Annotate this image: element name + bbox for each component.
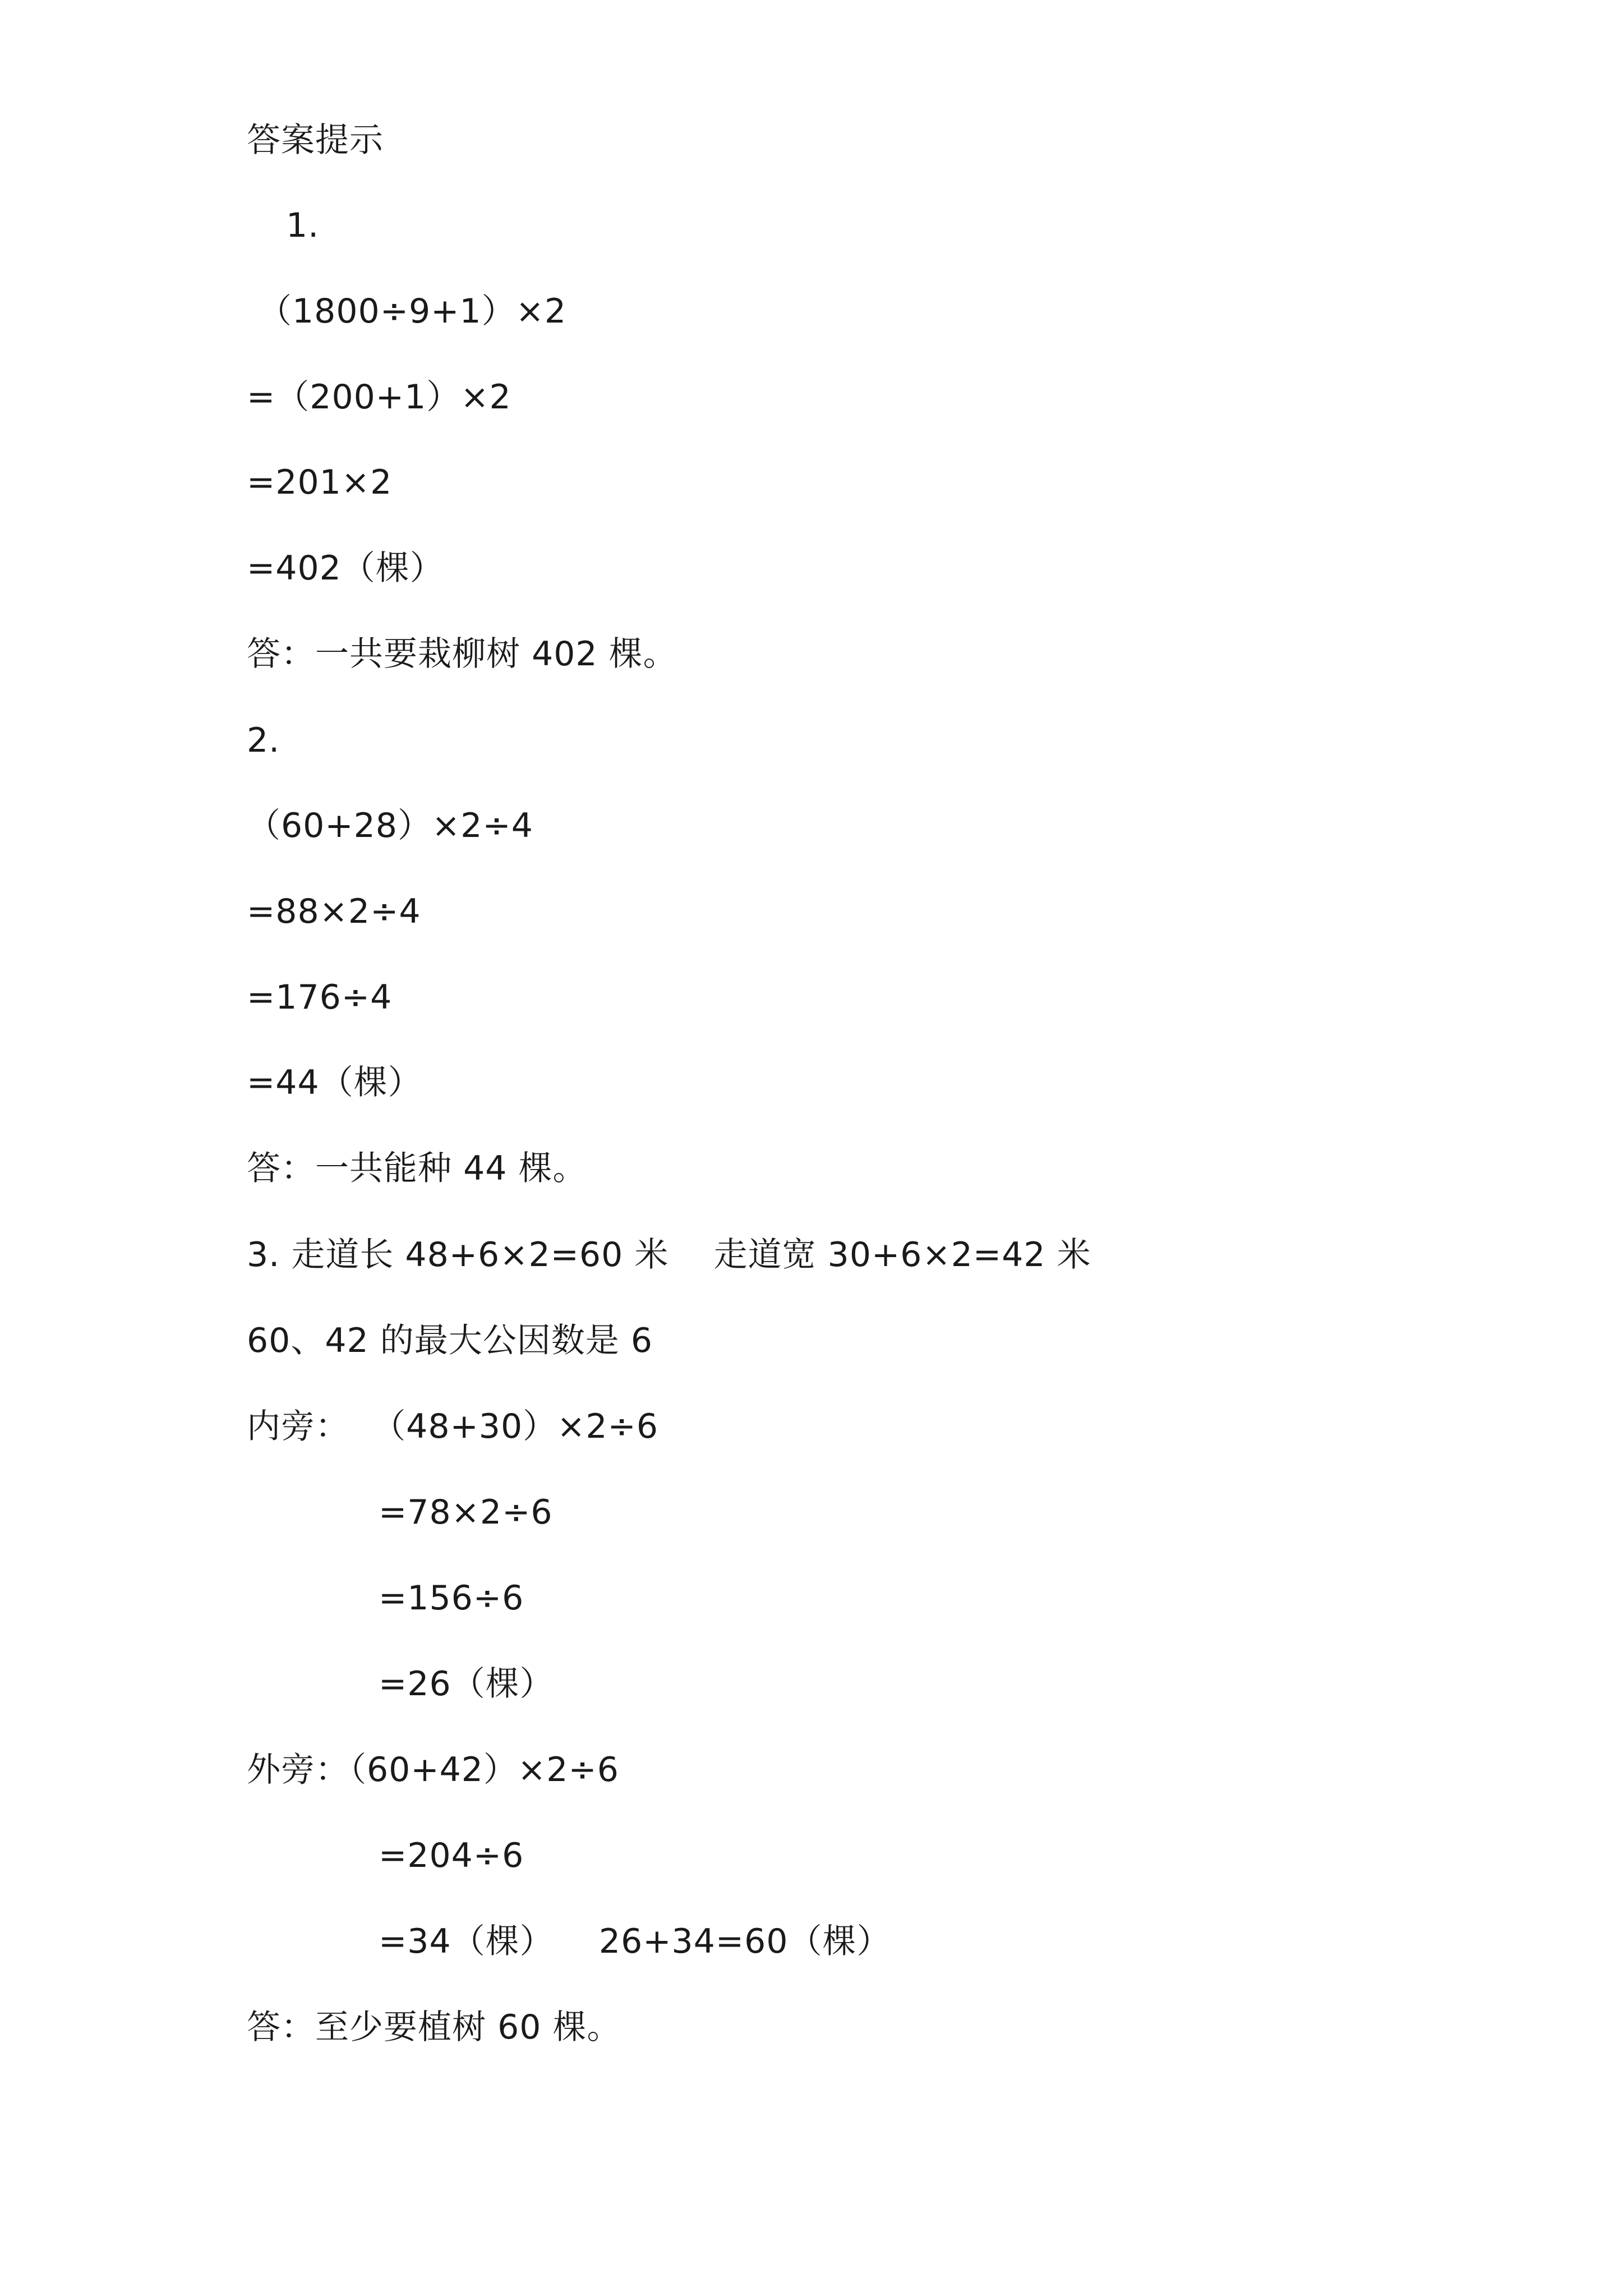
q3-outer-step-2: =204÷6 <box>379 1836 524 1875</box>
q1-step-2: =（200+1）×2 <box>247 378 511 417</box>
q3-answer: 答：至少要植树 60 棵。 <box>247 2008 621 2047</box>
q2-number: 2. <box>247 721 280 760</box>
q3-outer-step-1: 外旁：（60+42）×2÷6 <box>247 1750 619 1789</box>
q3-gcd: 60、42 的最大公因数是 6 <box>247 1321 653 1360</box>
q3-inner-step-3: =156÷6 <box>379 1579 524 1618</box>
q3-outer-step-3: =34（棵） 26+34=60（棵） <box>379 1922 891 1961</box>
q1-answer: 答：一共要栽柳树 402 棵。 <box>247 634 677 674</box>
q3-intro: 3. 走道长 48+6×2=60 米 走道宽 30+6×2=42 米 <box>247 1235 1091 1274</box>
q3-inner-step-4: =26（棵） <box>379 1664 554 1704</box>
q2-step-3: =176÷4 <box>247 978 393 1017</box>
q1-step-3: =201×2 <box>247 463 393 502</box>
q2-step-1: （60+28）×2÷4 <box>247 806 533 845</box>
q1-step-4: =402（棵） <box>247 549 444 588</box>
q2-step-4: =44（棵） <box>247 1063 422 1102</box>
q3-inner-step-1: 内旁： （48+30）×2÷6 <box>247 1407 659 1446</box>
q3-inner-step-2: =78×2÷6 <box>379 1493 553 1532</box>
q2-step-2: =88×2÷4 <box>247 892 421 931</box>
q2-answer: 答：一共能种 44 棵。 <box>247 1149 587 1188</box>
heading: 答案提示 <box>247 121 384 160</box>
q1-step-1: （1800÷9+1）×2 <box>258 292 567 331</box>
q1-number: 1. <box>286 206 320 245</box>
